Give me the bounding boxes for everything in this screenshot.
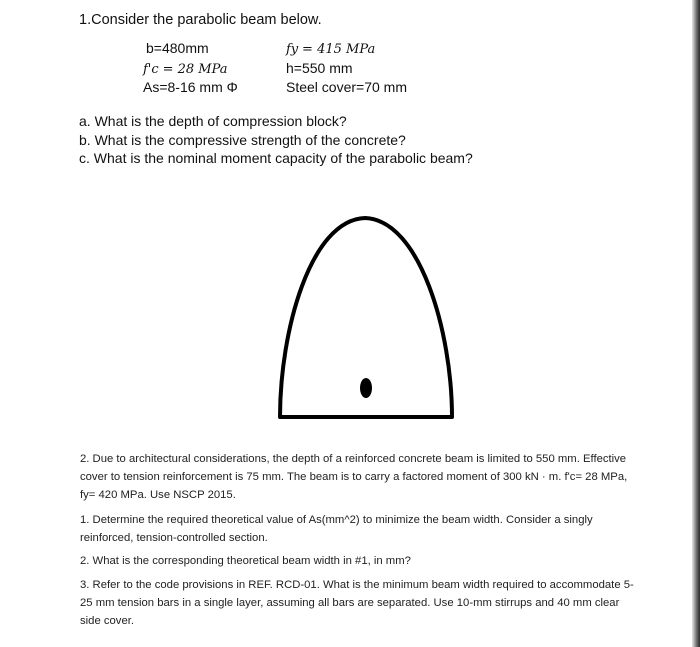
page-edge-shadow: [692, 0, 700, 647]
given-h: h=550 mm: [286, 60, 353, 76]
given-fy: [286, 40, 375, 57]
given-as: As=8-16 mm Φ: [143, 79, 238, 95]
given-b: b=480mm: [146, 40, 209, 56]
fy-symbol: fy: [286, 42, 299, 57]
reinforcement-bar: [360, 378, 372, 398]
fy-value: = 415 MPa: [302, 42, 376, 57]
question-a: a. What is the depth of compression block?: [79, 113, 347, 129]
problem-1-questions: [79, 112, 473, 168]
fc-symbol: f'c: [143, 62, 159, 77]
parabolic-beam-diagram: [270, 212, 470, 428]
problem-2-question-3: 3. Refer to the code provisions in REF. RCD-01. What is the minimum beam width required to accommodate 5-25 mm tension bars in a single layer, assuming all bars are separated. Use 10-mm stirrups and 40 mm clear side cover.: [80, 579, 634, 627]
problem-2-intro: 2. Due to architectural considerations, the depth of a reinforced concrete beam is limited to 550 mm. Effective cover to tension reinforcement is 75 mm. The beam is to carry a factored moment of 300 kN · m. f'c= 28 MPa, fy= 420 MPa. Use NSCP 2015.: [80, 453, 628, 501]
problem-2-question-2: 2. What is the corresponding theoretical beam width in #1, in mm?: [80, 555, 411, 567]
fc-value: = 28 MPa: [162, 62, 228, 77]
given-fc: [143, 60, 228, 77]
given-cover: Steel cover=70 mm: [286, 79, 407, 95]
question-b: b. What is the compressive strength of the concrete?: [79, 131, 406, 148]
question-c: c. What is the nominal moment capacity of the parabolic beam?: [79, 150, 473, 166]
problem-2-question-1: 1. Determine the required theoretical value of As(mm^2) to minimize the beam width. Consider a singly reinforced, tension-controlled section.: [80, 514, 593, 544]
problem-1-title: 1.Consider the parabolic beam below.: [79, 12, 322, 28]
